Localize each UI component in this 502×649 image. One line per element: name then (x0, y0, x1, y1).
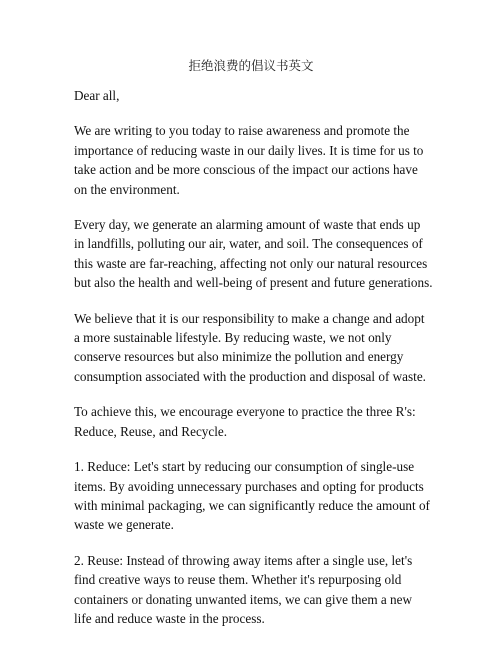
text-line: 1. Reduce: Let's start by reducing our consumption of single-use (74, 459, 415, 475)
text-line: life and reduce waste in the process. (74, 610, 265, 626)
text-line: Every day, we generate an alarming amount of waste that ends up (74, 217, 421, 233)
text-line: find creative ways to reuse them. Whether it's repurposing old (74, 572, 402, 588)
text-line: We believe that it is our responsibility to make a change and adopt (74, 310, 425, 326)
text-line: conserve resources but also minimize the pollution and energy (74, 349, 404, 365)
text-line: this waste are far-reaching, affecting not only our natural resources (74, 255, 428, 271)
text-line: take action and be more conscious of the impact our actions have (74, 162, 418, 178)
paragraph-three-rs (74, 402, 438, 441)
paragraph-problem (74, 215, 438, 293)
text-line: To achieve this, we encourage everyone to practice the three R's: (74, 404, 416, 420)
text-line: importance of reducing waste in our daily lives. It is time for us to (74, 142, 424, 158)
text-line: on the environment. (74, 181, 180, 197)
text-line: Reduce, Reuse, and Recycle. (74, 423, 228, 439)
document-title: 拒绝浪费的倡议书英文 (188, 58, 314, 73)
salutation-text: Dear all, (74, 88, 120, 103)
text-line: 2. Reuse: Instead of throwing away items after a single use, let's (74, 552, 413, 568)
paragraph-reuse (74, 551, 438, 629)
salutation (74, 86, 438, 105)
paragraph-reduce (74, 457, 438, 535)
letter-body (74, 86, 438, 644)
paragraph-responsibility (74, 309, 438, 387)
text-line: in landfills, polluting our air, water, and soil. The consequences of (74, 236, 423, 252)
text-line: consumption associated with the production and disposal of waste. (74, 368, 426, 384)
text-line: waste we generate. (74, 517, 174, 533)
text-line: containers or donating unwanted items, we can give them a new (74, 591, 413, 607)
text-line: items. By avoiding unnecessary purchases and opting for products (74, 478, 424, 494)
text-line: with minimal packaging, we can significantly reduce the amount of (74, 497, 430, 513)
text-line: We are writing to you today to raise awareness and promote the (74, 123, 410, 139)
text-line: but also the health and well-being of present and future generations. (74, 275, 433, 291)
paragraph-intro (74, 121, 438, 199)
text-line: a more sustainable lifestyle. By reducing waste, we not only (74, 330, 392, 346)
